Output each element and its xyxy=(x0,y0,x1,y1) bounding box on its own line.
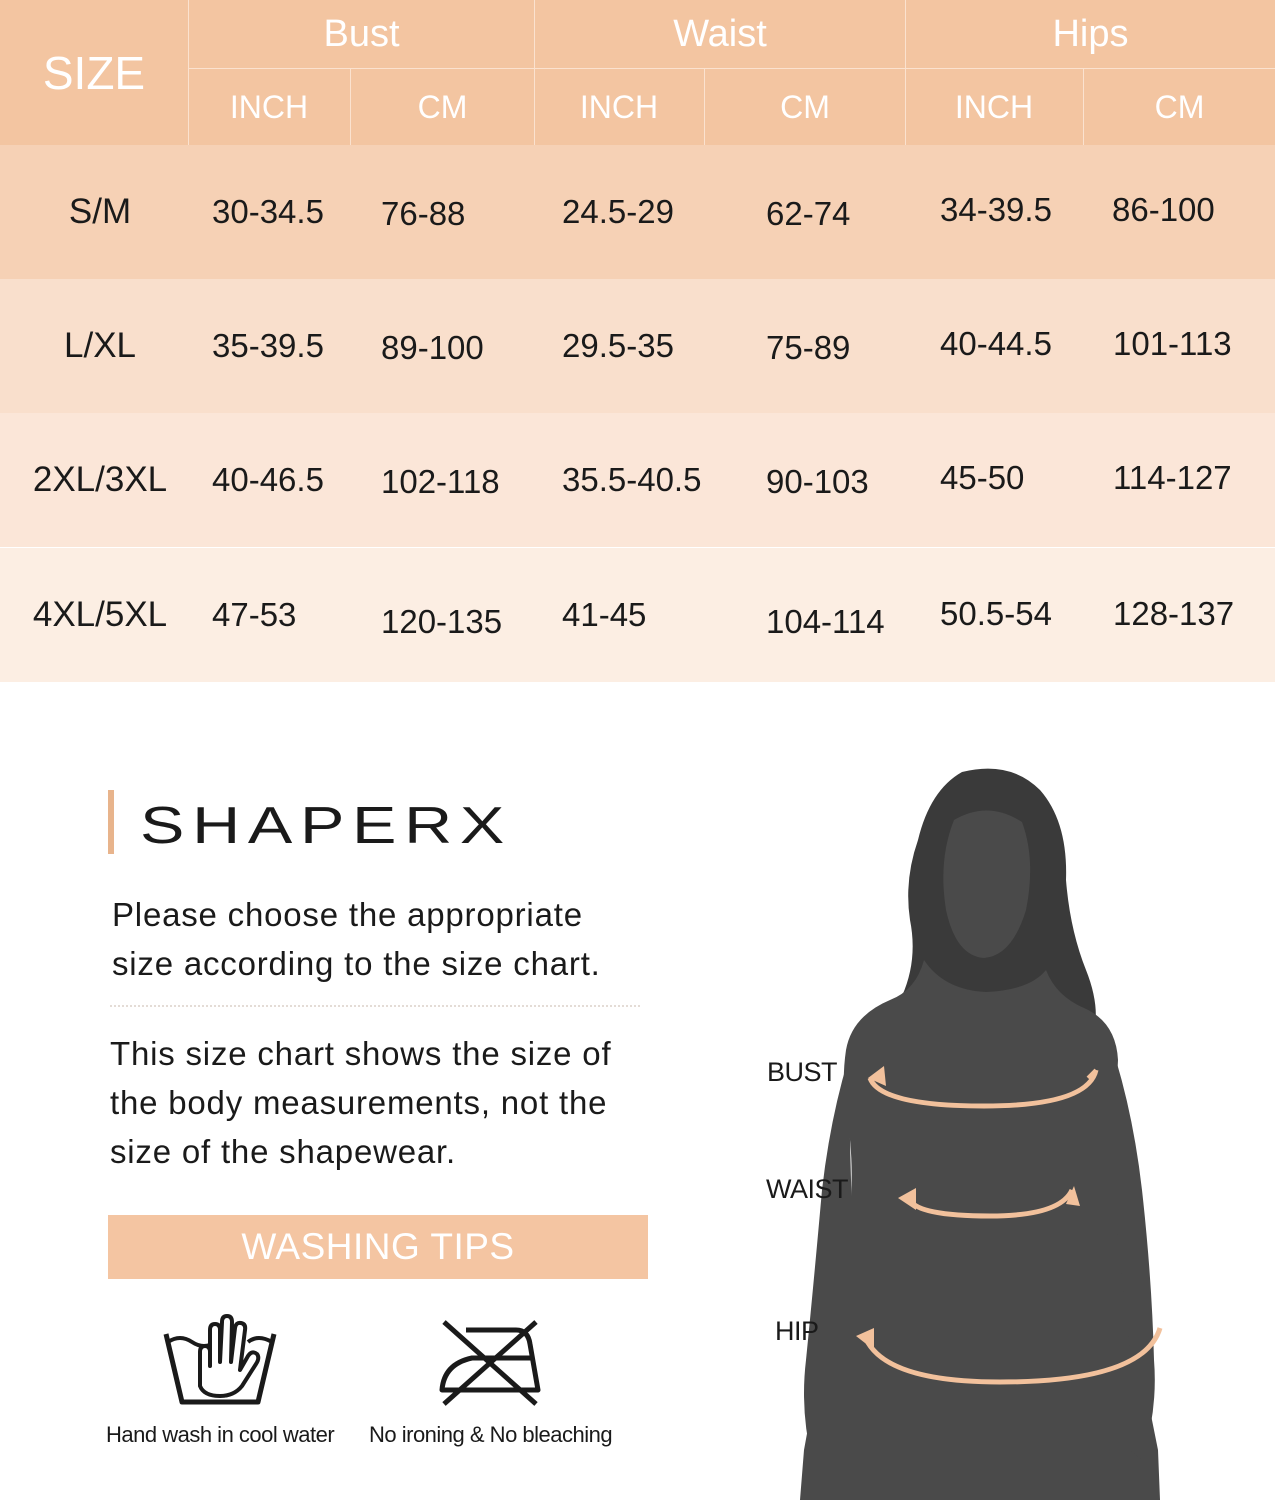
size-chart-table xyxy=(0,0,1275,682)
bust-cm-cell: 76-88 xyxy=(381,195,466,232)
size-advice-text xyxy=(112,890,672,988)
bust-group-header xyxy=(189,0,534,145)
divider xyxy=(905,0,906,145)
bust-label: BUST xyxy=(767,1057,838,1087)
table-row xyxy=(0,413,1275,547)
bust-cm-cell: 89-100 xyxy=(381,329,484,366)
waist-cm-cell: 104-114 xyxy=(766,603,885,640)
waist-label: WAIST xyxy=(766,1174,848,1204)
waist-inch-cell: 41-45 xyxy=(562,596,647,633)
size-cell: L/XL xyxy=(64,326,136,365)
hand-wash-icon xyxy=(160,1308,280,1408)
hips-inch-cell: 45-50 xyxy=(940,459,1025,496)
divider xyxy=(188,0,189,145)
hip-label: HIP xyxy=(775,1316,819,1346)
hips-inch-cell: 40-44.5 xyxy=(940,325,1052,362)
notice-line: Please choose the appropriate xyxy=(112,896,583,933)
washing-tips-banner: WASHING TIPS xyxy=(108,1215,648,1279)
body-silhouette-illustration xyxy=(740,760,1275,1500)
size-column-header: SIZE xyxy=(42,46,146,99)
no-iron-label: No ironing & No bleaching xyxy=(369,1422,613,1447)
bust-cm-cell: 120-135 xyxy=(381,603,503,640)
hips-cm-cell: 86-100 xyxy=(1112,191,1215,228)
divider xyxy=(704,69,705,145)
size-cell: S/M xyxy=(68,192,132,231)
notice-line: the body measurements, not the xyxy=(110,1084,608,1121)
hips-header: Hips xyxy=(1052,12,1129,55)
hips-cm-cell: 128-137 xyxy=(1113,595,1235,632)
bust-inch-cell: 30-34.5 xyxy=(212,193,324,230)
dotted-divider xyxy=(110,1005,640,1007)
size-cell: 4XL/5XL xyxy=(32,595,168,634)
hips-inch-cell: 34-39.5 xyxy=(940,191,1052,228)
bust-inch-cell: 47-53 xyxy=(212,596,297,633)
hand-wash-label: Hand wash in cool water xyxy=(106,1422,335,1447)
hips-cm-cell: 101-113 xyxy=(1113,325,1232,362)
waist-cm-cell: 62-74 xyxy=(766,195,851,232)
waist-inch-header: INCH xyxy=(579,89,659,125)
table-header xyxy=(0,0,1275,145)
notice-line: This size chart shows the size of xyxy=(110,1035,612,1072)
hips-cm-header: CM xyxy=(1154,89,1205,125)
waist-header: Waist xyxy=(673,12,767,55)
table-row xyxy=(0,145,1275,279)
hips-inch-header: INCH xyxy=(954,89,1034,125)
bust-inch-cell: 35-39.5 xyxy=(212,327,324,364)
bust-inch-cell: 40-46.5 xyxy=(212,461,324,498)
table-row xyxy=(0,548,1275,682)
brand-name: SHAPERX xyxy=(140,797,512,852)
hips-group-header xyxy=(906,0,1275,145)
bust-inch-header: INCH xyxy=(229,89,309,125)
bust-header: Bust xyxy=(323,12,400,55)
waist-cm-header: CM xyxy=(780,89,830,125)
waist-cm-cell: 90-103 xyxy=(766,463,869,500)
hips-cm-cell: 114-127 xyxy=(1113,459,1232,496)
no-iron-no-bleach-icon xyxy=(436,1318,544,1410)
waist-group-header xyxy=(535,0,905,145)
bust-cm-cell: 102-118 xyxy=(381,463,500,500)
waist-inch-cell: 35.5-40.5 xyxy=(562,461,702,498)
bust-cm-header: CM xyxy=(417,89,468,125)
divider xyxy=(189,68,1275,69)
measurement-note-text xyxy=(110,1029,670,1176)
hips-inch-cell: 50.5-54 xyxy=(940,595,1052,632)
notice-line: size according to the size chart. xyxy=(112,945,601,982)
waist-inch-cell: 29.5-35 xyxy=(562,327,674,364)
torso-shape xyxy=(800,960,1160,1500)
brand-logo xyxy=(140,796,530,852)
divider xyxy=(534,0,535,145)
notice-line: size of the shapewear. xyxy=(110,1133,456,1170)
waist-inch-cell: 24.5-29 xyxy=(562,193,674,230)
waist-cm-cell: 75-89 xyxy=(766,329,851,366)
table-row xyxy=(0,279,1275,413)
size-cell: 2XL/3XL xyxy=(32,460,168,499)
divider xyxy=(1083,69,1084,145)
divider xyxy=(350,69,351,145)
brand-accent-bar xyxy=(108,790,114,854)
